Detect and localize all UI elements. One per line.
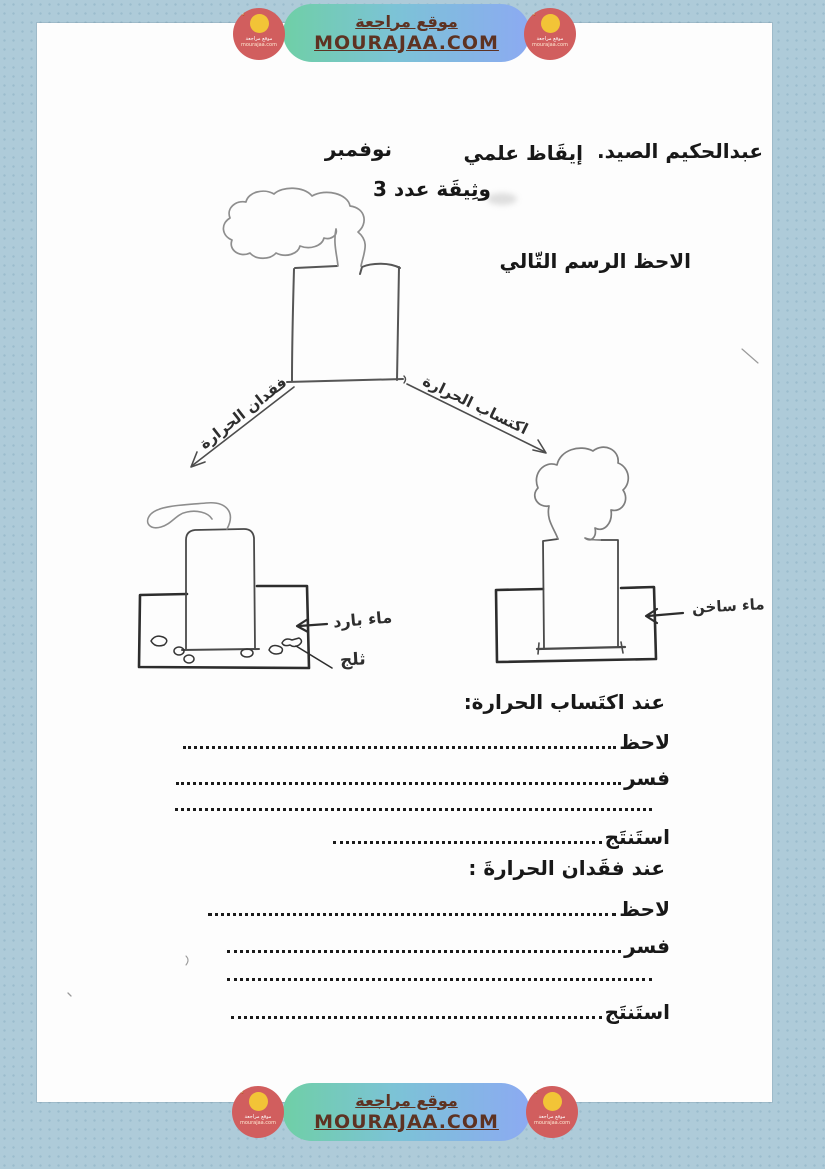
book-icon <box>543 1092 562 1111</box>
author-name: عبدالحكيم الصيد. <box>597 139 763 163</box>
logo-text-domain: mourajaa.com <box>239 1120 276 1126</box>
answer-line-extra-1 <box>172 787 655 817</box>
heat-gain-label: اكتساب الحرارة <box>419 371 531 439</box>
steam-cloud-right <box>535 447 629 540</box>
cold-water-setup-drawing <box>139 503 332 668</box>
book-icon <box>541 14 560 33</box>
dotted-line <box>208 913 616 916</box>
answer-line-observe-1 <box>180 725 670 755</box>
steam-cloud-top <box>223 188 365 266</box>
prompt-conclude: استَنتَج <box>604 825 670 849</box>
answer-line-explain-2 <box>224 929 670 959</box>
site-name-arabic[interactable]: موقع مراجعة <box>355 11 458 31</box>
hot-water-setup-drawing <box>496 447 683 662</box>
dotted-line <box>183 746 616 749</box>
dotted-line <box>333 841 602 844</box>
site-logo <box>526 1086 578 1138</box>
section-heading-loss: عند فقَدان الحرارةَ : <box>468 856 665 880</box>
dotted-line <box>227 950 621 953</box>
subject-title: إيقَاظ علمي <box>463 141 583 165</box>
top-beaker-drawing <box>223 188 403 382</box>
logo-text-domain: mourajaa.com <box>533 1120 570 1126</box>
logo-text-ar: موقع مراجعة <box>245 36 273 42</box>
site-logo <box>232 1086 284 1138</box>
prompt-explain: فسر <box>624 934 670 958</box>
answer-line-conclude-2 <box>228 995 670 1025</box>
instruction-text: الاحظ الرسم التّالي <box>499 249 691 273</box>
answer-line-observe-2 <box>205 892 670 922</box>
prompt-observe: لاحظ <box>619 897 670 921</box>
dotted-line <box>231 1016 602 1019</box>
answer-line-conclude-1 <box>330 820 670 850</box>
site-logo <box>524 8 576 60</box>
prompt-explain: فسر <box>624 766 670 790</box>
heat-loss-arrow <box>191 387 294 467</box>
book-icon <box>250 14 269 33</box>
hot-water-label: ماء ساخن <box>691 595 765 617</box>
logo-text-ar: موقع مراجعة <box>244 1114 272 1120</box>
dotted-line <box>227 978 652 981</box>
logo-text-domain: mourajaa.com <box>531 42 568 48</box>
site-domain-link[interactable]: MOURAJAA.COM <box>314 31 499 54</box>
site-logo <box>233 8 285 60</box>
dotted-line <box>176 782 621 785</box>
book-icon <box>249 1092 268 1111</box>
heat-loss-label: فقدان الحرارة <box>195 373 291 453</box>
logo-text-ar: موقع مراجعة <box>538 1114 566 1120</box>
ice-label: ثلج <box>339 649 367 671</box>
logo-text-domain: mourajaa.com <box>240 42 277 48</box>
answer-line-extra-2 <box>224 957 655 987</box>
site-name-arabic[interactable]: موقع مراجعة <box>355 1090 458 1110</box>
site-banner-top[interactable] <box>283 4 530 62</box>
section-heading-gain: عند اكتَساب الحرارة: <box>463 690 665 714</box>
steam-curl-left <box>148 503 231 529</box>
site-domain-link[interactable]: MOURAJAA.COM <box>314 1110 499 1133</box>
prompt-conclude: استَنتَج <box>604 1000 670 1024</box>
doc-number: وثِيقَة عدد 3 <box>373 177 491 201</box>
dotted-line <box>175 808 652 811</box>
prompt-observe: لاحظ <box>619 730 670 754</box>
month-label: نوفمبر <box>324 137 392 161</box>
site-banner-bottom[interactable] <box>283 1083 530 1141</box>
scan-smudge <box>487 193 517 205</box>
cold-water-label: ماء بارد <box>332 607 393 632</box>
logo-text-ar: موقع مراجعة <box>536 36 564 42</box>
